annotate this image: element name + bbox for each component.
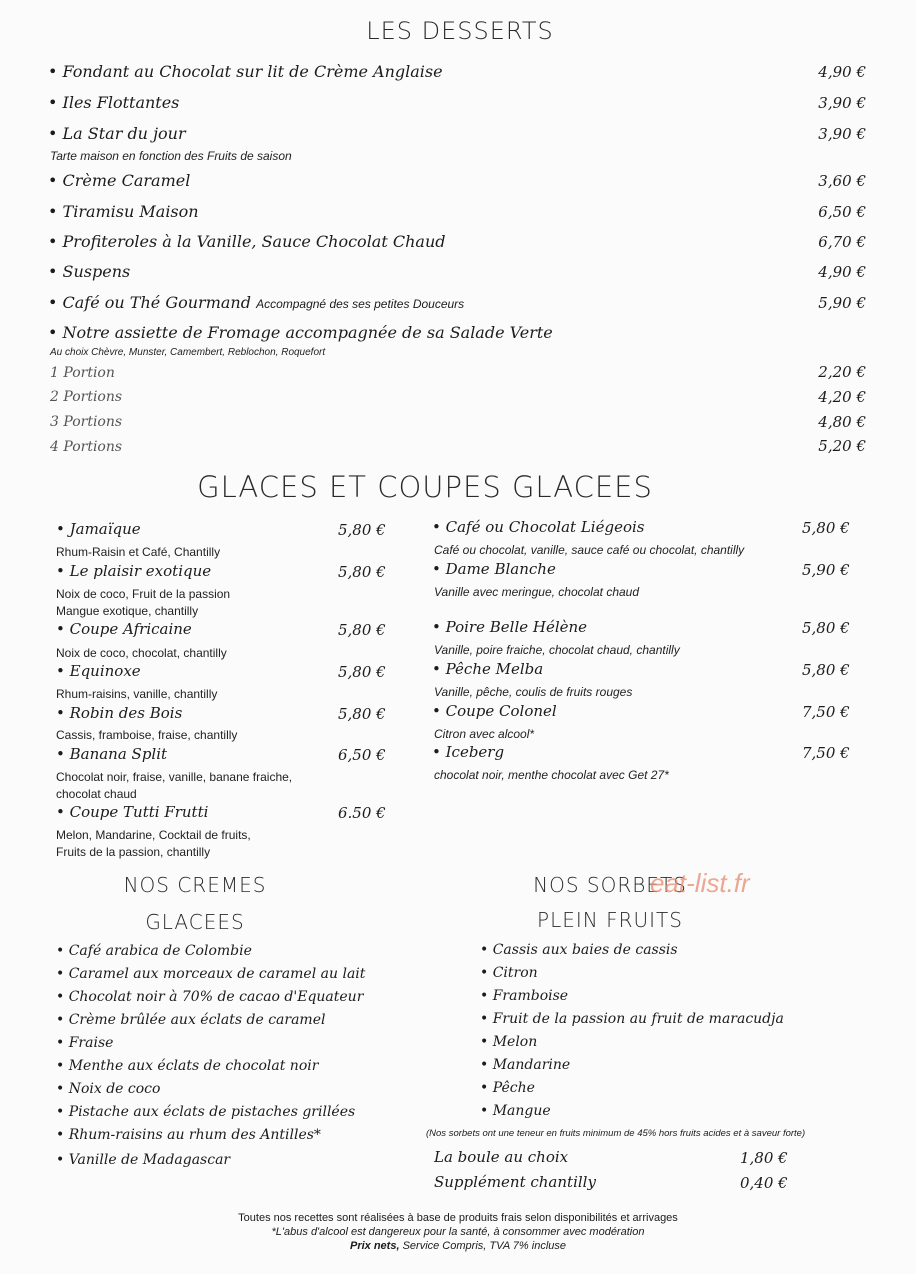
dessert-gourmand-note: Accompagné des ses petites Douceurs (256, 297, 465, 311)
glace-item-melba: • Pêche Melba (432, 660, 544, 678)
footer-line-1: Toutes nos recettes sont réalisées à base de produits frais selon disponibilités et arrivages (238, 1212, 678, 1224)
dessert-item-creme-caramel: • Crème Caramel (48, 171, 191, 190)
sorbets-title-line1: NOS SORBETS (533, 873, 687, 897)
dessert-price-profiteroles: 6,70 € (818, 233, 866, 251)
sorbet-note: (Nos sorbets ont une teneur en fruits minimum de 45% hors fruits acides et à saveur forte) (426, 1128, 806, 1139)
portion-4-price: 5,20 € (818, 437, 866, 455)
glaces-title: GLACES ET COUPES GLACEES (197, 470, 653, 504)
glace-desc-africaine: Noix de coco, chocolat, chantilly (56, 646, 227, 660)
glace-price-liegeois: 5,80 € (802, 519, 850, 537)
dessert-price-suspens: 4,90 € (818, 263, 866, 281)
dessert-price-fondant: 4,90 € (818, 63, 866, 81)
glace-item-robin: • Robin des Bois (56, 704, 183, 722)
glace-desc-melba: Vanille, pêche, coulis de fruits rouges (434, 685, 633, 699)
sorbet-item-framboise: • Framboise (480, 988, 569, 1004)
glace-desc-exotique-1: Noix de coco, Fruit de la passion (56, 587, 231, 601)
glace-desc-dame-blanche: Vanille avec meringue, chocolat chaud (434, 585, 640, 599)
dessert-item-tiramisu: • Tiramisu Maison (48, 202, 199, 221)
footer-prix-nets: Prix nets, (349, 1240, 400, 1252)
dessert-item-gourmand (48, 293, 464, 312)
sorbet-item-passion: • Fruit de la passion au fruit de maracudja (480, 1011, 784, 1027)
portion-2-label: 2 Portions (50, 389, 123, 405)
glace-item-exotique: • Le plaisir exotique (56, 562, 212, 580)
extra-chantilly-label: Supplément chantilly (434, 1173, 596, 1191)
glace-price-melba: 5,80 € (802, 661, 850, 679)
creme-item-menthe: • Menthe aux éclats de chocolat noir (56, 1058, 319, 1074)
glace-desc-iceberg: chocolat noir, menthe chocolat avec Get 27* (434, 768, 669, 782)
creme-item-caramel: • Caramel aux morceaux de caramel au lait (56, 966, 366, 982)
sorbet-item-cassis: • Cassis aux baies de cassis (480, 942, 678, 958)
glace-item-equinoxe: • Equinoxe (56, 662, 141, 680)
glace-desc-tutti-2: Fruits de la passion, chantilly (56, 845, 211, 859)
glace-item-poire: • Poire Belle Hélène (432, 618, 588, 636)
watermark-logo: eat-list.fr (650, 868, 750, 898)
footer-line-2: *L'abus d'alcool est dangereux pour la santé, à consommer avec modération (271, 1226, 645, 1238)
sorbet-item-melon: • Melon (480, 1034, 538, 1050)
glace-item-banana: • Banana Split (56, 745, 168, 763)
creme-item-chocolat: • Chocolat noir à 70% de cacao d'Equateur (56, 989, 364, 1005)
dessert-item-star: • La Star du jour (48, 124, 186, 143)
glace-item-jamaique: • Jamaïque (56, 520, 141, 538)
cremes-title-line2: GLACEES (145, 910, 245, 934)
dessert-item-suspens: • Suspens (48, 262, 131, 281)
dessert-item-iles: • Iles Flottantes (48, 93, 180, 112)
creme-item-cafe: • Café arabica de Colombie (56, 943, 252, 959)
glace-price-africaine: 5,80 € (338, 621, 386, 639)
extra-boule-label: La boule au choix (434, 1148, 569, 1166)
dessert-price-creme-caramel: 3,60 € (818, 172, 866, 190)
portion-3-price: 4,80 € (818, 413, 866, 431)
glace-desc-colonel: Citron avec alcool* (434, 727, 535, 741)
sorbet-item-peche: • Pêche (480, 1080, 535, 1096)
footer-service: Service Compris, TVA 7% incluse (399, 1240, 566, 1252)
glace-price-exotique: 5,80 € (338, 563, 386, 581)
glace-price-robin: 5,80 € (338, 705, 386, 723)
glace-price-tutti: 6.50 € (338, 804, 386, 822)
glace-item-liegeois: • Café ou Chocolat Liégeois (432, 518, 645, 536)
dessert-desc-fromage: Au choix Chèvre, Munster, Camembert, Reblochon, Roquefort (50, 347, 326, 358)
glace-item-tutti: • Coupe Tutti Frutti (56, 803, 209, 821)
creme-item-rhum: • Rhum-raisins au rhum des Antilles* (56, 1127, 321, 1143)
glace-price-banana: 6,50 € (338, 746, 386, 764)
glace-desc-banana-2: chocolat chaud (56, 787, 137, 801)
dessert-price-iles: 3,90 € (818, 94, 866, 112)
footer-line-3 (0, 1240, 916, 1253)
glace-item-colonel: • Coupe Colonel (432, 702, 557, 720)
glace-desc-poire: Vanille, poire fraiche, chocolat chaud, chantilly (434, 643, 680, 657)
creme-item-vanille: • Vanille de Madagascar (56, 1152, 231, 1168)
sorbets-title-line2: PLEIN FRUITS (537, 908, 683, 932)
glace-item-iceberg: • Iceberg (432, 743, 505, 761)
glace-desc-equinoxe: Rhum-raisins, vanille, chantilly (56, 687, 218, 701)
portion-4-label: 4 Portions (50, 439, 123, 455)
dessert-price-tiramisu: 6,50 € (818, 203, 866, 221)
creme-item-coco: • Noix de coco (56, 1081, 161, 1097)
dessert-gourmand-name: • Café ou Thé Gourmand (48, 293, 251, 312)
dessert-item-fromage: • Notre assiette de Fromage accompagnée de sa Salade Verte (48, 323, 553, 342)
glace-desc-robin: Cassis, framboise, fraise, chantilly (56, 728, 238, 742)
creme-item-creme-brulee: • Crème brûlée aux éclats de caramel (56, 1012, 326, 1028)
portion-3-label: 3 Portions (50, 414, 123, 430)
cremes-title-line1: NOS CREMES (123, 873, 267, 897)
glace-item-africaine: • Coupe Africaine (56, 620, 192, 638)
dessert-item-profiteroles: • Profiteroles à la Vanille, Sauce Chocolat Chaud (48, 232, 446, 251)
glace-desc-jamaique: Rhum-Raisin et Café, Chantilly (56, 545, 221, 559)
dessert-desc-star: Tarte maison en fonction des Fruits de saison (50, 149, 292, 163)
extra-boule-price: 1,80 € (740, 1149, 788, 1167)
glace-desc-liegeois: Café ou chocolat, vanille, sauce café ou chocolat, chantilly (434, 543, 745, 557)
desserts-title: LES DESSERTS (366, 17, 554, 45)
creme-item-pistache: • Pistache aux éclats de pistaches grillées (56, 1104, 356, 1120)
extra-chantilly-price: 0,40 € (740, 1174, 788, 1192)
portion-1-label: 1 Portion (50, 365, 115, 381)
glace-price-equinoxe: 5,80 € (338, 663, 386, 681)
dessert-price-star: 3,90 € (818, 125, 866, 143)
glace-price-dame-blanche: 5,90 € (802, 561, 850, 579)
glace-price-iceberg: 7,50 € (802, 744, 850, 762)
portion-2-price: 4,20 € (818, 388, 866, 406)
dessert-price-gourmand: 5,90 € (818, 294, 866, 312)
glace-item-dame-blanche: • Dame Blanche (432, 560, 556, 578)
portion-1-price: 2,20 € (818, 363, 866, 381)
glace-desc-banana-1: Chocolat noir, fraise, vanille, banane fraiche, (56, 770, 293, 784)
glace-desc-tutti-1: Melon, Mandarine, Cocktail de fruits, (56, 828, 251, 842)
glace-price-poire: 5,80 € (802, 619, 850, 637)
dessert-item-fondant: • Fondant au Chocolat sur lit de Crème Anglaise (48, 62, 443, 81)
sorbet-item-mangue: • Mangue (480, 1103, 551, 1119)
sorbet-item-citron: • Citron (480, 965, 538, 981)
creme-item-fraise: • Fraise (56, 1035, 114, 1051)
sorbet-item-mandarine: • Mandarine (480, 1057, 571, 1073)
glace-desc-exotique-2: Mangue exotique, chantilly (56, 604, 199, 618)
glace-price-colonel: 7,50 € (802, 703, 850, 721)
glace-price-jamaique: 5,80 € (338, 521, 386, 539)
